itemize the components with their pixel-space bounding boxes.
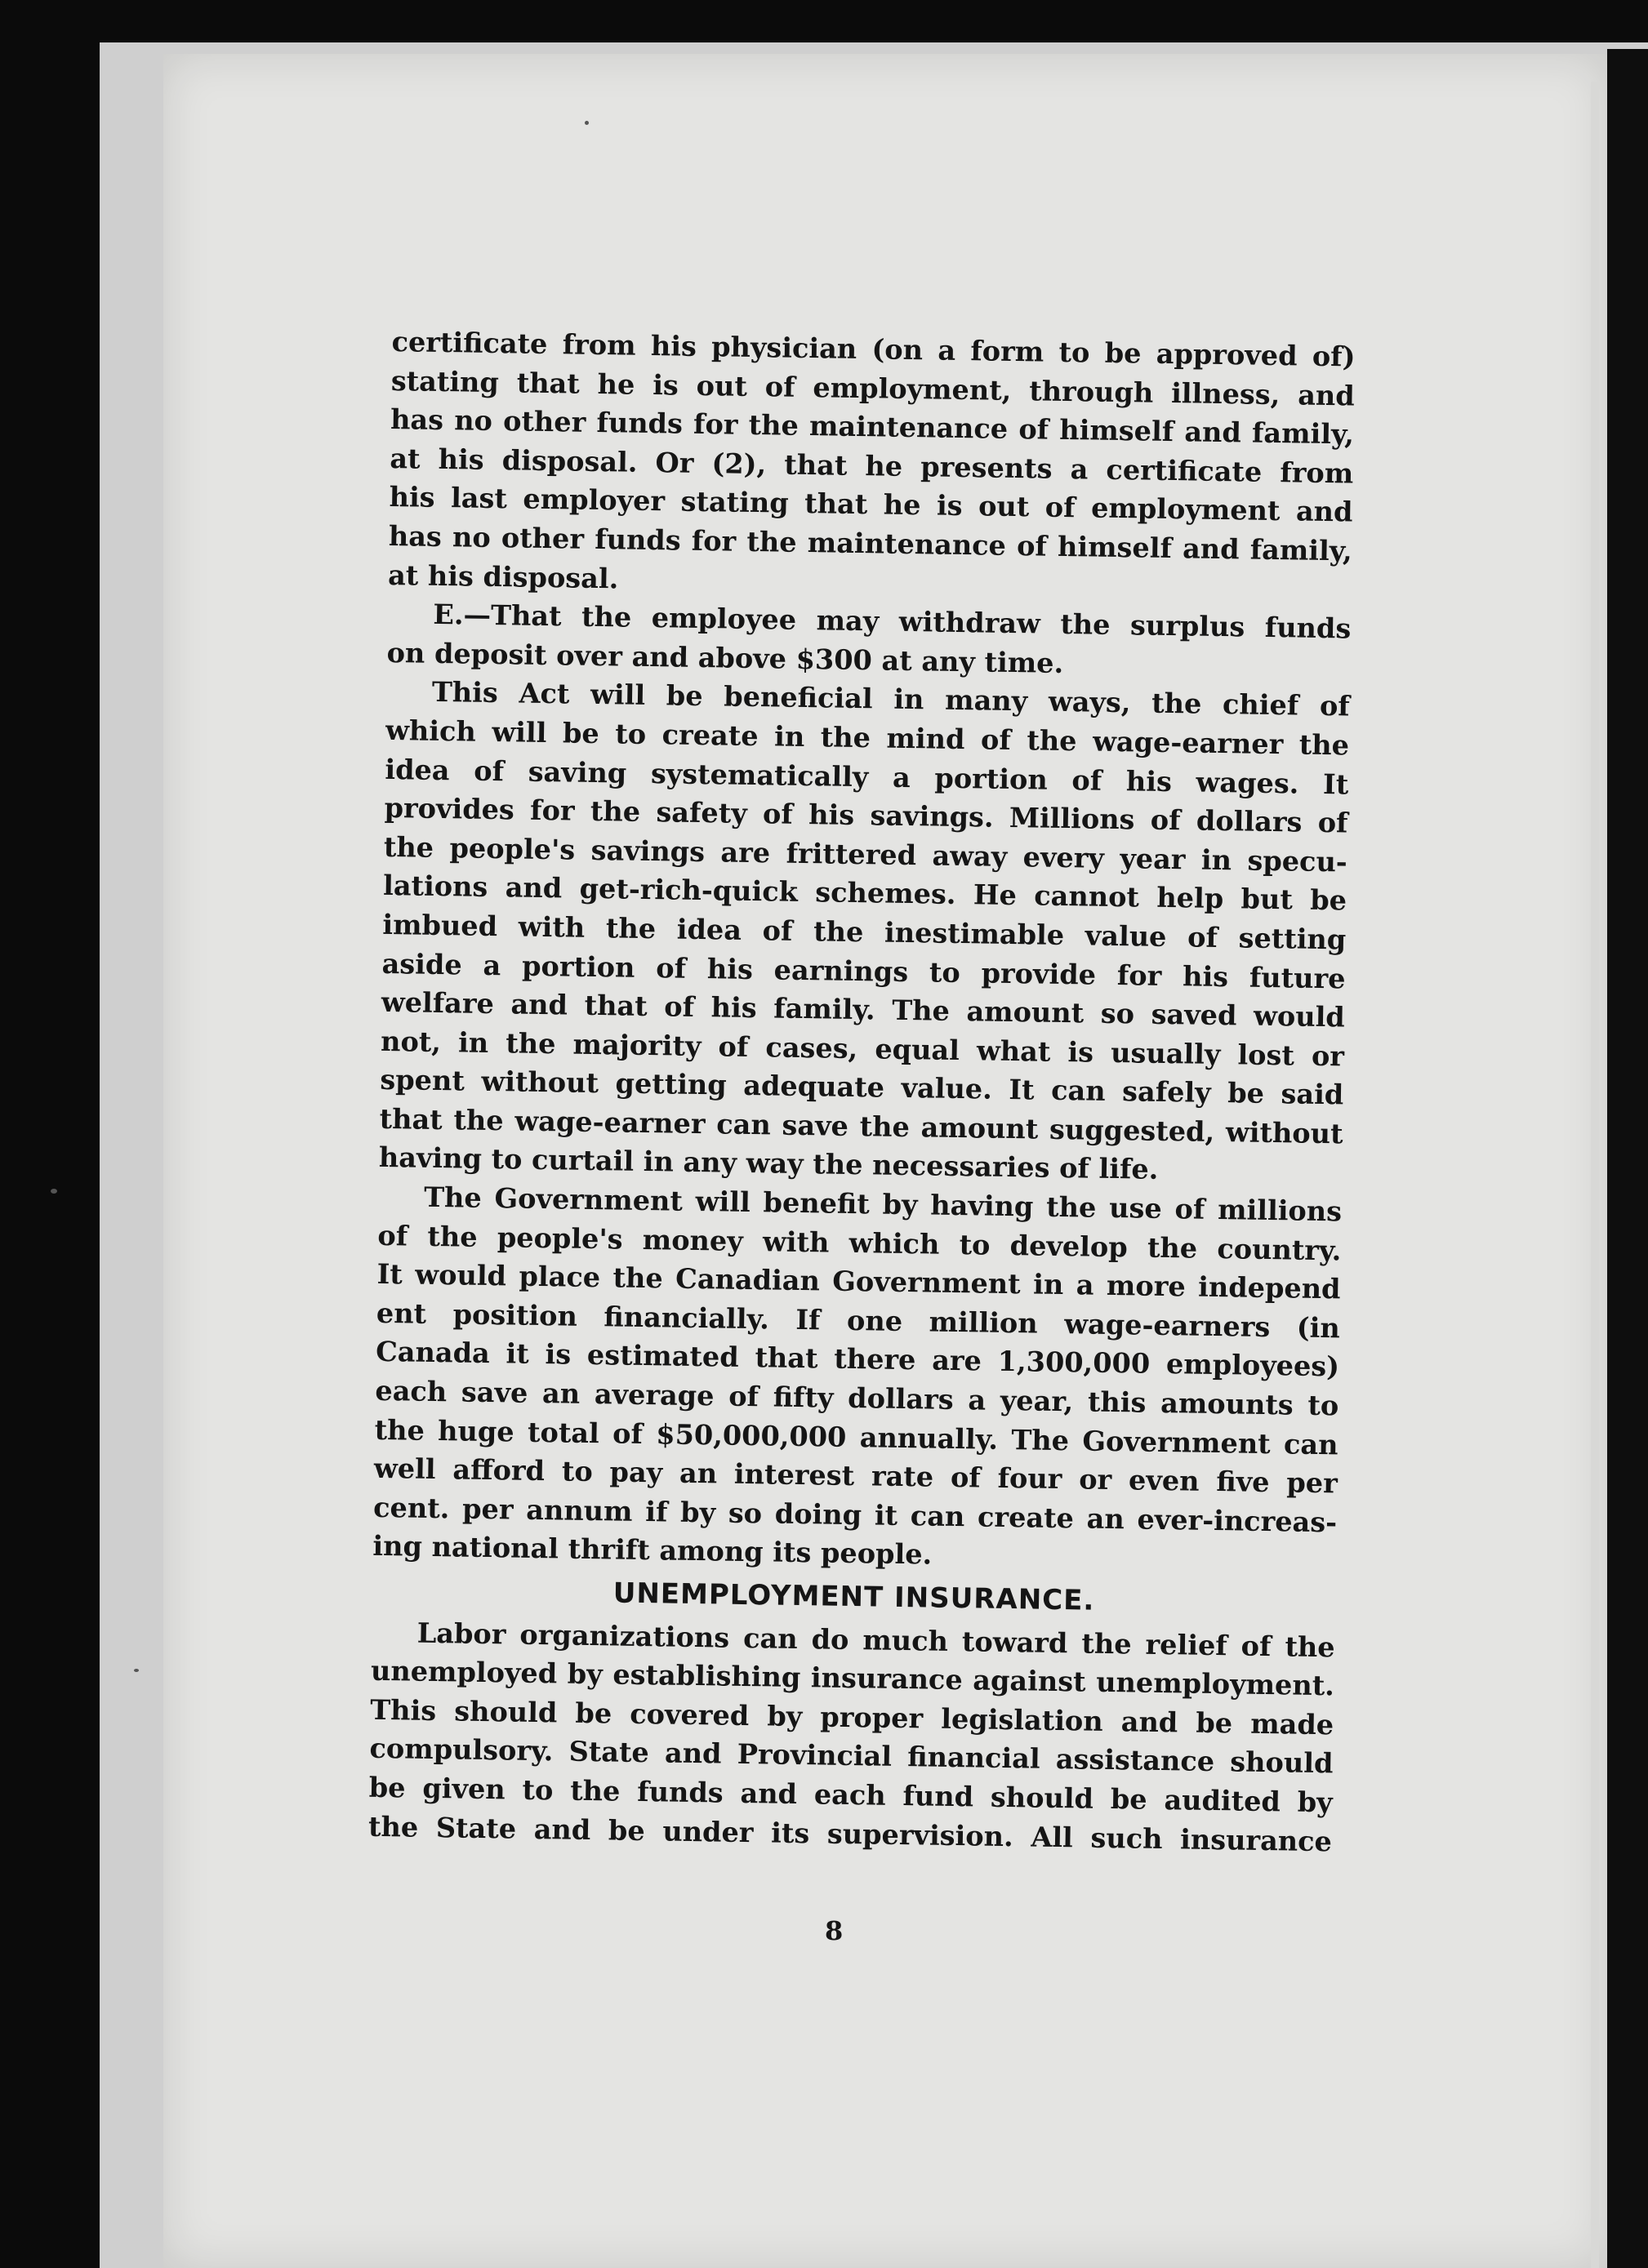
text-line: ent position financially. If one million wage-earners (in bbox=[376, 1296, 1341, 1345]
text-line: imbued with the idea of the inestimable value of setting bbox=[382, 908, 1347, 956]
text-line: aside a portion of his earnings to provide for his future bbox=[381, 947, 1346, 994]
text-line: This should be covered by proper legislation and be made bbox=[370, 1693, 1334, 1741]
page-edge-strip bbox=[1591, 82, 1599, 2268]
text-line: on deposit over and above $300 at any time. bbox=[386, 636, 1064, 679]
text-line: Labor organizations can do much toward the relief of the bbox=[416, 1617, 1335, 1663]
text-line: provides for the safety of his savings. Millions of dollars of bbox=[384, 792, 1348, 839]
text-line: E.—That the employee may withdraw the surplus funds bbox=[433, 598, 1352, 645]
scan-speck bbox=[134, 1669, 139, 1672]
body-text bbox=[368, 322, 1356, 1861]
page-number: 8 bbox=[825, 1915, 844, 1946]
text-line: his last employer stating that he is out of employment and bbox=[389, 481, 1353, 528]
text-line: cent. per annum if by so doing it can create an ever-increas- bbox=[372, 1491, 1338, 1539]
text-line: stating that he is out of employment, through illness, and bbox=[390, 364, 1356, 412]
text-line: It would place the Canadian Government in a more independ bbox=[376, 1258, 1341, 1305]
text-line: which will be to create in the mind of the wage-earner the bbox=[385, 714, 1350, 762]
text-line: compulsory. State and Provincial financial assistance should bbox=[369, 1732, 1334, 1780]
text-line: be given to the funds and each fund should be audited by bbox=[368, 1771, 1333, 1819]
text-line: not, in the majority of cases, equal what is usually lost or bbox=[380, 1025, 1345, 1073]
text-line: The Government will benefit by having the use of millions bbox=[423, 1181, 1343, 1228]
text-line: at his disposal. Or (2), that he presents a certificate from bbox=[390, 442, 1354, 490]
text-line: welfare and that of his family. The amount so saved would bbox=[381, 985, 1346, 1034]
scan-speck bbox=[51, 1189, 57, 1194]
text-line: the people's savings are frittered away every year in specu- bbox=[383, 830, 1348, 878]
text-line: spent without getting adequate value. It can safely be said bbox=[380, 1064, 1344, 1111]
text-line: having to curtail in any way the necessaries of life. bbox=[378, 1141, 1159, 1186]
text-line: has no other funds for the maintenance of himself and family, bbox=[390, 403, 1355, 451]
text-line: at his disposal. bbox=[387, 558, 619, 594]
text-line: ing national thrift among its people. bbox=[372, 1530, 933, 1571]
text-line: This Act will be beneficial in many ways, the chief of bbox=[431, 676, 1351, 723]
text-line: certificate from his physician (on a form to be approved of) bbox=[391, 325, 1356, 373]
text-line: each save an average of fifty dollars a year, this amounts to bbox=[375, 1374, 1339, 1422]
text-line: unemployed by establishing insurance against unemployment. bbox=[370, 1654, 1335, 1702]
text-line: Canada it is estimated that there are 1,300,000 employees) bbox=[375, 1336, 1340, 1383]
text-line: idea of saving systematically a portion of his wages. It bbox=[385, 753, 1349, 800]
text-line: has no other funds for the maintenance of himself and family, bbox=[388, 519, 1353, 567]
text-line: of the people's money with which to develop the country. bbox=[377, 1219, 1342, 1267]
text-line: lations and get-rich-quick schemes. He cannot help but be bbox=[382, 869, 1347, 917]
text-line: the State and be under its supervision. All such insurance bbox=[367, 1810, 1333, 1857]
text-line: that the wage-earner can save the amount suggested, without bbox=[379, 1102, 1343, 1150]
scan-edge-right bbox=[1607, 49, 1648, 2268]
scan-speck bbox=[585, 121, 589, 125]
text-line: well afford to pay an interest rate of four or even five per bbox=[373, 1452, 1338, 1500]
section-heading: UNEMPLOYMENT INSURANCE. bbox=[612, 1576, 1095, 1617]
text-line: the huge total of $50,000,000 annually. The Government can bbox=[374, 1413, 1338, 1461]
